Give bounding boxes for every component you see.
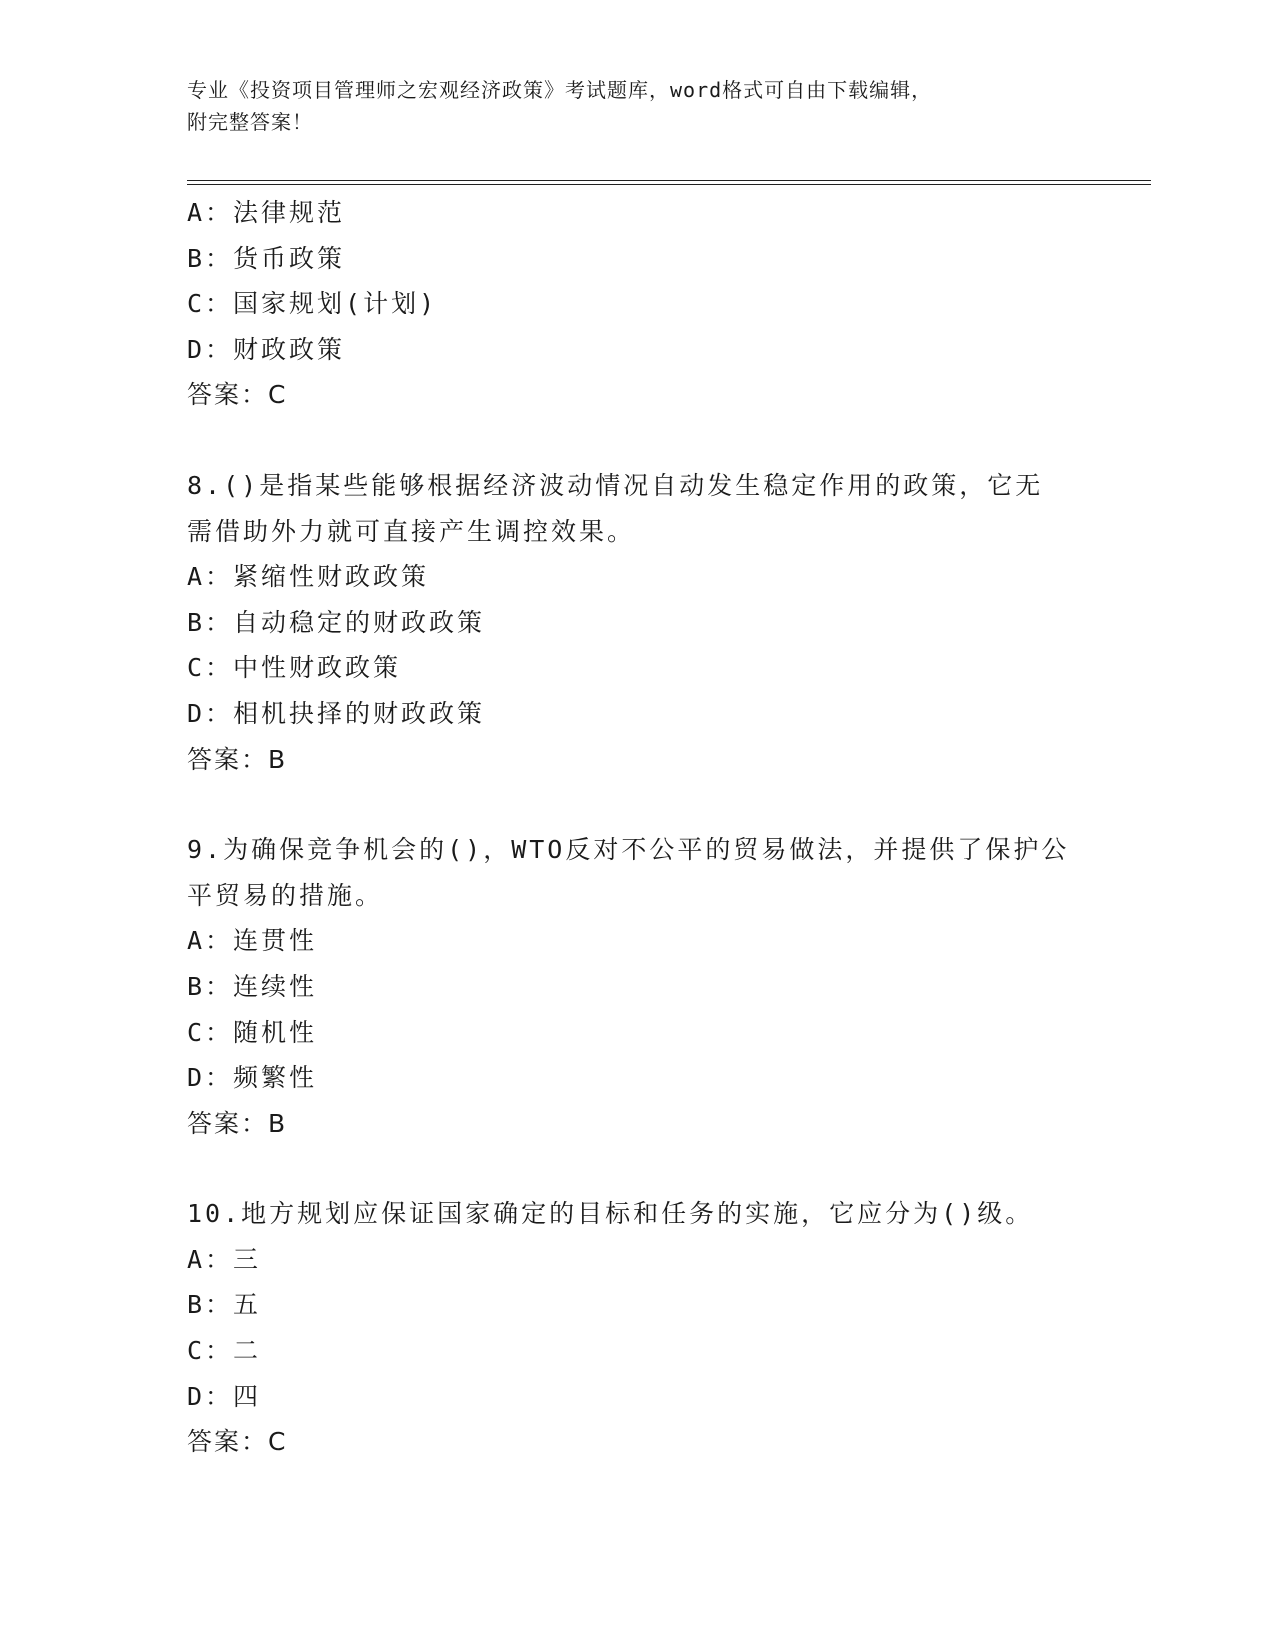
question-text-line: 10.地方规划应保证国家确定的目标和任务的实施，它应分为()级。 — [187, 1199, 1034, 1229]
header-divider-top — [187, 180, 1151, 181]
option-c: C：国家规划(计划) — [187, 289, 438, 319]
question-text-line: 平贸易的措施。 — [187, 880, 384, 910]
option-b: B：五 — [187, 1290, 262, 1320]
header-divider-bottom — [187, 184, 1151, 185]
option-d: D：财政政策 — [187, 334, 346, 364]
question-text-line: 8.()是指某些能够根据经济波动情况自动发生稳定作用的政策，它无 — [187, 470, 1044, 500]
option-b: B：自动稳定的财政政策 — [187, 607, 486, 637]
option-a: A：连贯性 — [187, 926, 318, 956]
option-d: D：四 — [187, 1381, 262, 1411]
option-c: C：中性财政政策 — [187, 653, 402, 683]
question-text-line: 9.为确保竞争机会的()，WTO反对不公平的贸易做法，并提供了保护公 — [187, 835, 1070, 865]
option-d: D：相机抉择的财政政策 — [187, 698, 486, 728]
question-block-8 — [187, 463, 1087, 782]
option-d: D：频繁性 — [187, 1063, 318, 1093]
option-c: C：随机性 — [187, 1017, 318, 1047]
answer-line: 答案：C — [187, 1427, 288, 1457]
header-line-1: 专业《投资项目管理师之宏观经济政策》考试题库，word格式可自由下载编辑， — [187, 78, 933, 102]
question-text-line: 需借助外力就可直接产生调控效果。 — [187, 516, 636, 546]
option-b: B：连续性 — [187, 971, 318, 1001]
option-b: B：货币政策 — [187, 243, 346, 273]
document-header — [187, 74, 1087, 138]
option-a: A：三 — [187, 1244, 262, 1274]
option-a: A：紧缩性财政政策 — [187, 562, 430, 592]
option-c: C：二 — [187, 1336, 262, 1366]
header-line-2: 附完整答案！ — [187, 110, 313, 134]
question-block-7 — [187, 190, 1087, 418]
answer-line: 答案：B — [187, 1108, 288, 1138]
option-a: A：法律规范 — [187, 198, 346, 227]
question-list — [187, 190, 1087, 1465]
question-block-10 — [187, 1191, 1087, 1465]
answer-line: 答案：C — [187, 380, 288, 410]
answer-line: 答案：B — [187, 744, 288, 774]
question-block-9 — [187, 827, 1087, 1146]
